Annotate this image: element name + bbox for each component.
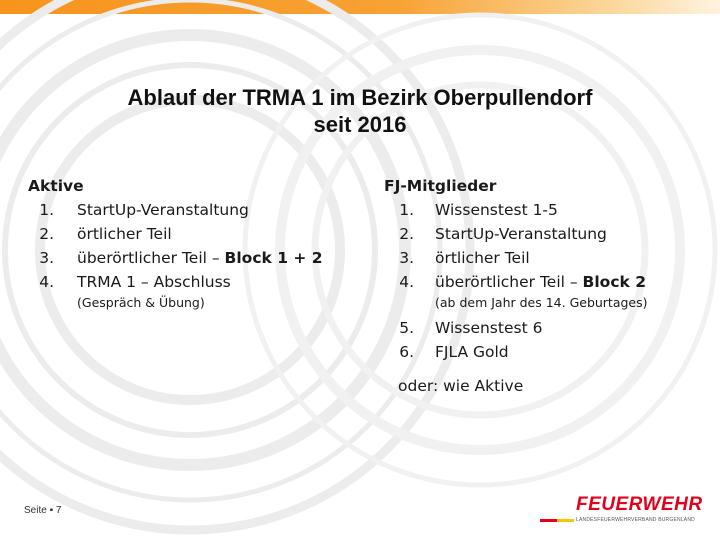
fj-mitglieder-heading: FJ-Mitglieder — [384, 177, 497, 195]
list-number: 3. — [39, 249, 54, 267]
list-item — [28, 198, 358, 222]
alternative-note: oder: wie Aktive — [398, 377, 524, 395]
list-item — [384, 270, 714, 294]
logo-subtitle: LANDESFEUERWEHRVERBAND BURGENLAND — [576, 517, 695, 523]
list-number: 1. — [399, 201, 414, 219]
title-line-1: Ablauf der TRMA 1 im Bezirk Oberpullendorf — [127, 85, 593, 110]
list-text: StartUp-Veranstaltung — [77, 201, 249, 219]
list-note: (ab dem Jahr des 14. Geburtages) — [435, 295, 648, 310]
feuerwehr-logo — [540, 494, 710, 530]
page-number: Seite ▪ 7 — [24, 505, 62, 516]
list-text: Wissenstest 6 — [435, 319, 543, 337]
fj-mitglieder-column — [384, 175, 714, 398]
list-text: FJLA Gold — [435, 343, 509, 361]
list-item — [384, 198, 714, 222]
slide-title — [0, 84, 720, 138]
list-text: überörtlicher Teil – Block 2 — [435, 273, 646, 291]
list-number: 2. — [399, 225, 414, 243]
logo-wordmark: FEUERWEHR — [576, 494, 703, 515]
list-item — [28, 222, 358, 246]
list-number: 6. — [399, 343, 414, 361]
list-number: 3. — [399, 249, 414, 267]
list-number: 2. — [39, 225, 54, 243]
list-text: örtlicher Teil — [77, 225, 172, 243]
list-item — [384, 222, 714, 246]
list-item — [384, 340, 714, 364]
aktive-heading: Aktive — [28, 177, 84, 195]
list-item — [28, 270, 358, 294]
list-number: 5. — [399, 319, 414, 337]
list-number: 4. — [399, 273, 414, 291]
list-item — [28, 246, 358, 270]
list-note: (Gespräch & Übung) — [77, 295, 205, 310]
list-text: überörtlicher Teil – Block 1 + 2 — [77, 249, 323, 267]
list-text: TRMA 1 – Abschluss — [77, 273, 231, 291]
aktive-column — [28, 175, 358, 316]
list-text: örtlicher Teil — [435, 249, 530, 267]
list-text: StartUp-Veranstaltung — [435, 225, 607, 243]
list-text: Wissenstest 1-5 — [435, 201, 558, 219]
logo-stripe-icon — [540, 519, 574, 522]
list-item — [384, 316, 714, 340]
title-line-2: seit 2016 — [313, 112, 407, 137]
list-item — [384, 246, 714, 270]
list-number: 1. — [39, 201, 54, 219]
list-number: 4. — [39, 273, 54, 291]
